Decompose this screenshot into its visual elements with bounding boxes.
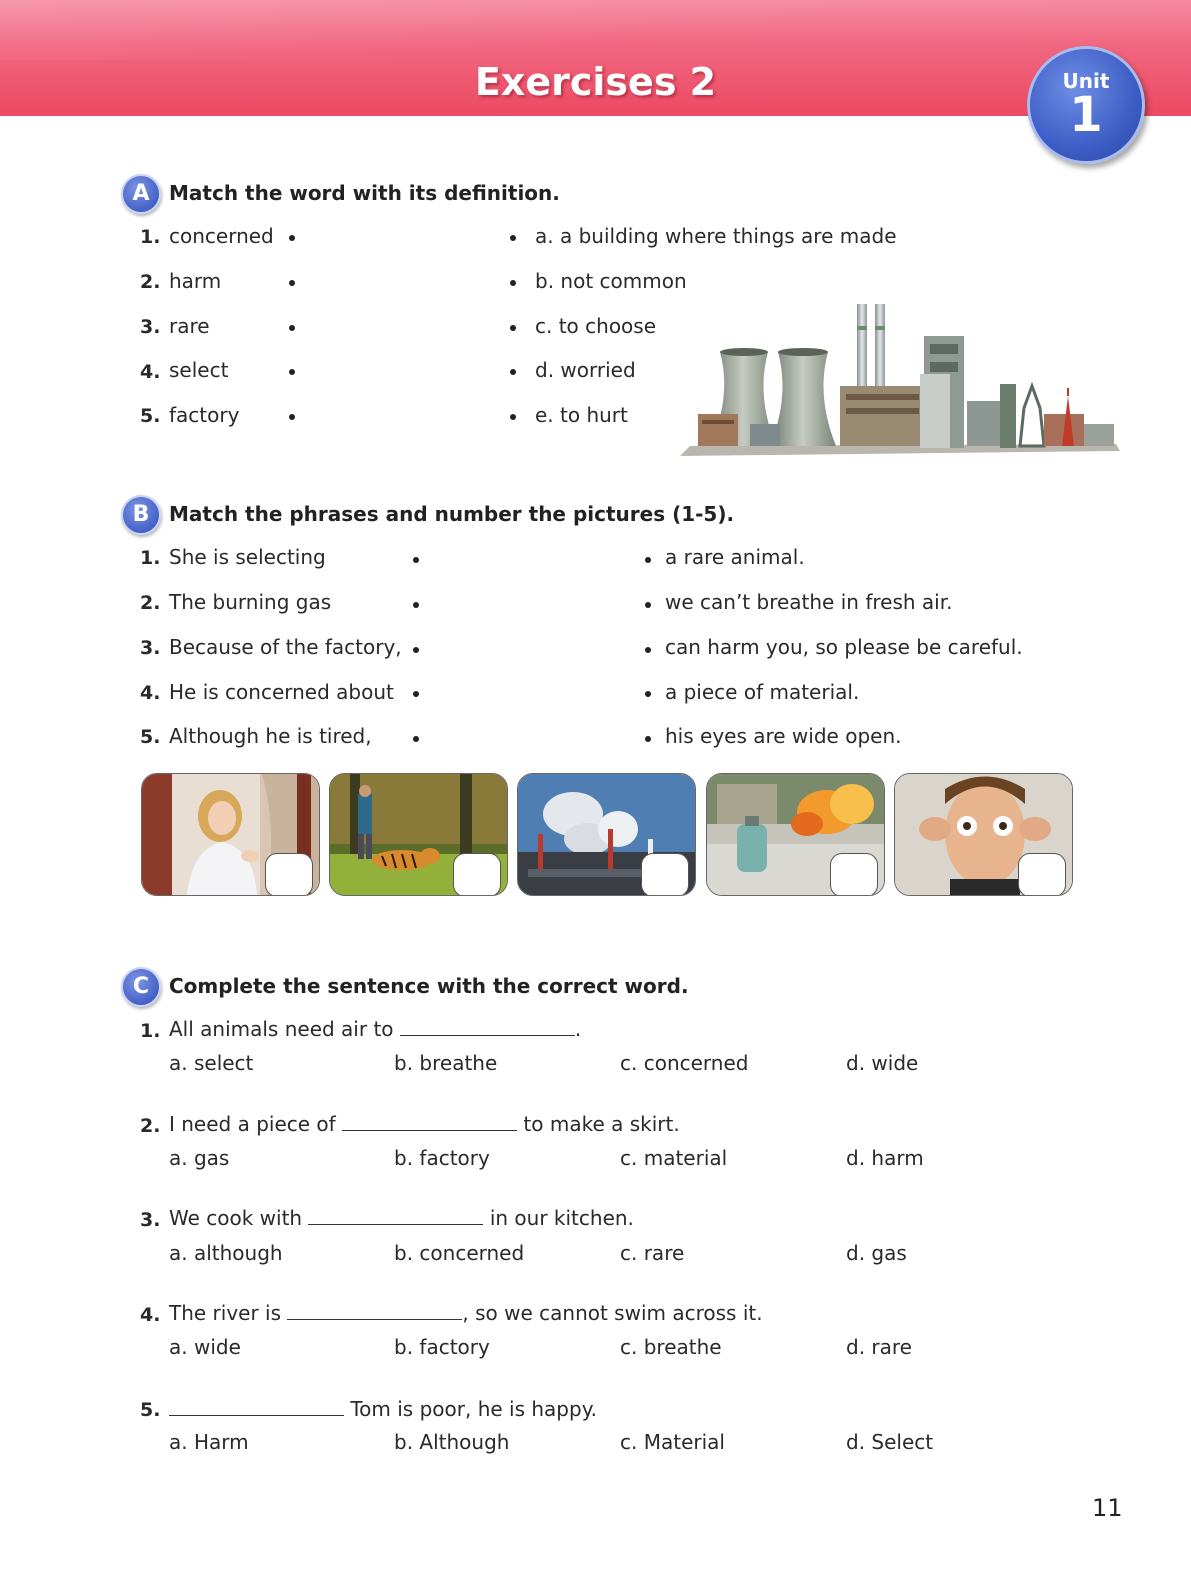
option-d[interactable]: d. Select bbox=[846, 1430, 934, 1454]
word-item: factory bbox=[169, 403, 240, 427]
match-dot-right[interactable] bbox=[510, 280, 516, 286]
match-dot-left[interactable] bbox=[413, 691, 419, 697]
picture-number-box[interactable] bbox=[453, 853, 501, 896]
unit-number: 1 bbox=[1069, 87, 1103, 143]
page-number: 11 bbox=[1092, 1494, 1123, 1522]
question-sentence bbox=[169, 1301, 763, 1325]
definition-item: e. to hurt bbox=[535, 403, 628, 427]
sentence-start: I need a piece of bbox=[169, 1112, 336, 1136]
answer-blank[interactable] bbox=[400, 1017, 575, 1036]
option-c[interactable]: c. breathe bbox=[620, 1335, 722, 1359]
phrase-item: Although he is tired, bbox=[169, 724, 372, 748]
answer-blank[interactable] bbox=[308, 1206, 483, 1225]
header-banner bbox=[0, 0, 1191, 116]
ending-item: can harm you, so please be careful. bbox=[665, 635, 1023, 659]
match-dot-left[interactable] bbox=[413, 602, 419, 608]
question-sentence bbox=[169, 1397, 597, 1421]
sentence-start: All animals need air to bbox=[169, 1017, 394, 1041]
match-dot-left[interactable] bbox=[289, 280, 295, 286]
phrase-number: 1. bbox=[140, 547, 161, 569]
option-b[interactable]: b. breathe bbox=[394, 1051, 498, 1075]
picture-number-box[interactable] bbox=[1018, 853, 1066, 896]
match-dot-right[interactable] bbox=[645, 647, 651, 653]
sentence-end: to make a skirt. bbox=[523, 1112, 680, 1136]
answer-blank[interactable] bbox=[342, 1112, 517, 1131]
answer-blank[interactable] bbox=[287, 1301, 462, 1320]
sentence-end: , so we cannot swim across it. bbox=[462, 1301, 763, 1325]
match-dot-left[interactable] bbox=[289, 235, 295, 241]
match-dot-right[interactable] bbox=[510, 414, 516, 420]
match-dot-right[interactable] bbox=[645, 691, 651, 697]
sentence-start: We cook with bbox=[169, 1206, 303, 1230]
photo-burning-gas bbox=[706, 773, 885, 896]
unit-badge bbox=[1027, 46, 1145, 164]
match-dot-right[interactable] bbox=[645, 602, 651, 608]
match-dot-right[interactable] bbox=[645, 557, 651, 563]
match-dot-left[interactable] bbox=[413, 557, 419, 563]
match-dot-left[interactable] bbox=[289, 369, 295, 375]
question-number: 1. bbox=[140, 1020, 161, 1042]
answer-blank[interactable] bbox=[169, 1397, 344, 1416]
option-c[interactable]: c. rare bbox=[620, 1241, 685, 1265]
word-item: rare bbox=[169, 314, 210, 338]
phrase-number: 4. bbox=[140, 682, 161, 704]
option-c[interactable]: c. Material bbox=[620, 1430, 725, 1454]
photo-rare-animal bbox=[329, 773, 508, 896]
option-b[interactable]: b. concerned bbox=[394, 1241, 525, 1265]
picture-number-box[interactable] bbox=[641, 853, 689, 896]
option-c[interactable]: c. material bbox=[620, 1146, 728, 1170]
section-b-letter: B bbox=[121, 495, 161, 535]
word-item: select bbox=[169, 358, 229, 382]
word-number: 5. bbox=[140, 405, 161, 427]
definition-item: d. worried bbox=[535, 358, 636, 382]
ending-item: a rare animal. bbox=[665, 545, 805, 569]
unit-label: Unit bbox=[1062, 69, 1110, 93]
match-dot-right[interactable] bbox=[510, 369, 516, 375]
option-a[interactable]: a. although bbox=[169, 1241, 283, 1265]
option-a[interactable]: a. select bbox=[169, 1051, 254, 1075]
section-c-title: Complete the sentence with the correct word. bbox=[169, 974, 689, 998]
word-number: 2. bbox=[140, 271, 161, 293]
question-number: 5. bbox=[140, 1399, 161, 1421]
option-c[interactable]: c. concerned bbox=[620, 1051, 749, 1075]
option-a[interactable]: a. gas bbox=[169, 1146, 230, 1170]
photo-factory-pollution bbox=[517, 773, 696, 896]
option-b[interactable]: b. Although bbox=[394, 1430, 510, 1454]
photo-wide-eyes bbox=[894, 773, 1073, 896]
question-number: 4. bbox=[140, 1304, 161, 1326]
header-stripe bbox=[0, 0, 1191, 60]
match-dot-left[interactable] bbox=[413, 736, 419, 742]
phrase-number: 5. bbox=[140, 726, 161, 748]
definition-item: b. not common bbox=[535, 269, 687, 293]
question-number: 2. bbox=[140, 1115, 161, 1137]
word-number: 4. bbox=[140, 361, 161, 383]
question-sentence bbox=[169, 1112, 680, 1136]
match-dot-left[interactable] bbox=[289, 325, 295, 331]
definition-item: c. to choose bbox=[535, 314, 657, 338]
phrase-item: She is selecting bbox=[169, 545, 326, 569]
match-dot-left[interactable] bbox=[289, 414, 295, 420]
word-number: 1. bbox=[140, 226, 161, 248]
match-dot-right[interactable] bbox=[510, 235, 516, 241]
option-a[interactable]: a. wide bbox=[169, 1335, 241, 1359]
section-a-title: Match the word with its definition. bbox=[169, 181, 560, 205]
option-d[interactable]: d. wide bbox=[846, 1051, 919, 1075]
factory-illustration bbox=[680, 296, 1120, 461]
question-sentence bbox=[169, 1017, 581, 1041]
photo-woman-selecting-material bbox=[141, 773, 320, 896]
definition-item: a. a building where things are made bbox=[535, 224, 897, 248]
sentence-end: Tom is poor, he is happy. bbox=[350, 1397, 598, 1421]
sentence-end: . bbox=[574, 1017, 582, 1041]
ending-item: a piece of material. bbox=[665, 680, 860, 704]
sentence-end: in our kitchen. bbox=[489, 1206, 634, 1230]
phrase-item: The burning gas bbox=[169, 590, 332, 614]
word-item: concerned bbox=[169, 224, 274, 248]
ending-item: we can’t breathe in fresh air. bbox=[665, 590, 953, 614]
picture-number-box[interactable] bbox=[830, 853, 878, 896]
section-a-letter: A bbox=[121, 174, 161, 214]
option-d[interactable]: d. rare bbox=[846, 1335, 912, 1359]
page-title: Exercises 2 bbox=[474, 60, 717, 104]
ending-item: his eyes are wide open. bbox=[665, 724, 902, 748]
phrase-number: 2. bbox=[140, 592, 161, 614]
match-dot-right[interactable] bbox=[510, 325, 516, 331]
phrase-item: He is concerned about bbox=[169, 680, 394, 704]
option-b[interactable]: b. factory bbox=[394, 1335, 490, 1359]
picture-number-box[interactable] bbox=[265, 853, 313, 896]
word-item: harm bbox=[169, 269, 222, 293]
word-number: 3. bbox=[140, 316, 161, 338]
option-d[interactable]: d. harm bbox=[846, 1146, 924, 1170]
match-dot-right[interactable] bbox=[645, 736, 651, 742]
section-b-title: Match the phrases and number the pictures (1-5). bbox=[169, 502, 735, 526]
option-a[interactable]: a. Harm bbox=[169, 1430, 249, 1454]
question-number: 3. bbox=[140, 1209, 161, 1231]
option-b[interactable]: b. factory bbox=[394, 1146, 490, 1170]
phrase-item: Because of the factory, bbox=[169, 635, 402, 659]
sentence-start: The river is bbox=[169, 1301, 282, 1325]
option-d[interactable]: d. gas bbox=[846, 1241, 907, 1265]
match-dot-left[interactable] bbox=[413, 647, 419, 653]
question-sentence bbox=[169, 1206, 634, 1230]
phrase-number: 3. bbox=[140, 637, 161, 659]
section-c-letter: C bbox=[121, 967, 161, 1007]
